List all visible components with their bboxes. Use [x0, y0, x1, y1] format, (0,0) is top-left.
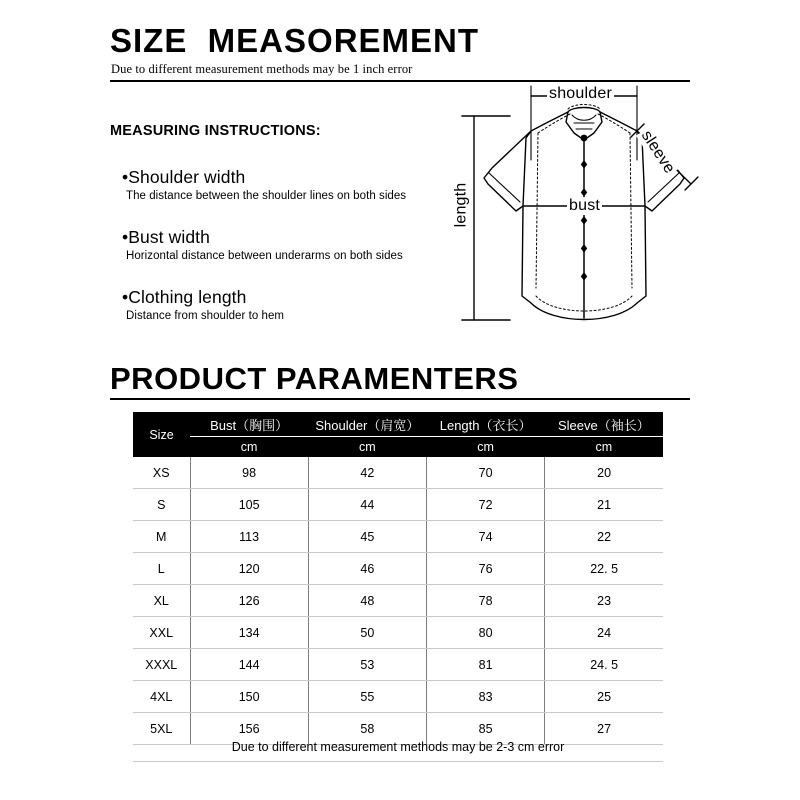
diagram-label-sleeve: sleeve: [636, 126, 679, 179]
instruction-description: Horizontal distance between underarms on both sides: [126, 250, 403, 263]
cell-sleeve: 22: [545, 521, 663, 553]
collar-right-outer: [584, 112, 602, 140]
cell-shoulder: 53: [308, 649, 426, 681]
cell-length: 76: [427, 553, 545, 585]
cell-size: XXXL: [133, 649, 190, 681]
header-shoulder: Shoulder（肩宽）: [308, 412, 426, 437]
measuring-instructions-heading: MEASURING INSTRUCTIONS:: [110, 123, 321, 139]
shirt-left-shoulder: [531, 112, 568, 131]
table-row: [133, 617, 663, 649]
size-chart-table: [133, 412, 663, 745]
diagram-label-shoulder: shoulder: [549, 85, 612, 102]
cell-sleeve: 23: [545, 585, 663, 617]
cell-shoulder: 50: [308, 617, 426, 649]
collar-inner-1: [572, 115, 596, 120]
cell-size: XL: [133, 585, 190, 617]
shirt-right-stitch: [598, 114, 630, 133]
cell-sleeve: 24: [545, 617, 663, 649]
table-header-row-metrics: [133, 412, 663, 437]
diagram-label-bust: bust: [569, 197, 601, 214]
cell-shoulder: 45: [308, 521, 426, 553]
cell-bust: 98: [190, 457, 308, 489]
cell-sleeve: 22. 5: [545, 553, 663, 585]
instruction-shoulder-width: [122, 168, 406, 202]
cell-sleeve: 25: [545, 681, 663, 713]
header-size: Size: [133, 412, 190, 457]
shirt-left-cuff: [489, 173, 520, 202]
cell-size: S: [133, 489, 190, 521]
cell-size: XXL: [133, 617, 190, 649]
cell-length: 72: [427, 489, 545, 521]
cell-size: M: [133, 521, 190, 553]
cell-size: XS: [133, 457, 190, 489]
cell-length: 74: [427, 521, 545, 553]
cell-length: 85: [427, 713, 545, 745]
instruction-title: •Bust width: [122, 227, 210, 247]
shirt-right-shoulder: [600, 112, 637, 131]
cell-length: 78: [427, 585, 545, 617]
cell-bust: 156: [190, 713, 308, 745]
cell-bust: 105: [190, 489, 308, 521]
cell-sleeve: 27: [545, 713, 663, 745]
table-row: [133, 649, 663, 681]
table-row: [133, 585, 663, 617]
product-parameters-title: PRODUCT PARAMENTERS: [110, 361, 519, 396]
unit-shoulder: cm: [308, 437, 426, 458]
size-measurement-subtitle: Due to different measurement methods may be 1 inch error: [111, 62, 413, 76]
table-row: [133, 521, 663, 553]
shirt-left-seam: [522, 131, 531, 303]
shirt-left-stitch: [538, 114, 570, 133]
cell-bust: 113: [190, 521, 308, 553]
cell-length: 80: [427, 617, 545, 649]
unit-length: cm: [427, 437, 545, 458]
table-row: [133, 457, 663, 489]
shirt-left-inner: [536, 133, 538, 288]
table-header-row-units: [133, 437, 663, 458]
cell-length: 70: [427, 457, 545, 489]
cell-bust: 134: [190, 617, 308, 649]
table-row: [133, 681, 663, 713]
cell-size: L: [133, 553, 190, 585]
unit-sleeve: cm: [545, 437, 663, 458]
product-title-divider: [110, 398, 690, 400]
table-row: [133, 553, 663, 585]
instruction-description: The distance between the shoulder lines on both sides: [126, 190, 407, 203]
sleeve-cap-bottom: [685, 177, 698, 190]
table-row: [133, 489, 663, 521]
size-measurement-title: SIZE MEASOREMENT: [110, 22, 480, 59]
cell-shoulder: 42: [308, 457, 426, 489]
instruction-bust-width: [122, 228, 403, 262]
shirt-right-inner: [630, 133, 632, 288]
cell-shoulder: 46: [308, 553, 426, 585]
table-footer-note: Due to different measurement methods may be 2-3 cm error: [133, 733, 663, 762]
cell-size: 4XL: [133, 681, 190, 713]
diagram-label-length: length: [452, 182, 470, 228]
cell-bust: 150: [190, 681, 308, 713]
cell-shoulder: 58: [308, 713, 426, 745]
cell-size: 5XL: [133, 713, 190, 745]
instruction-clothing-length: [122, 288, 284, 322]
cell-bust: 126: [190, 585, 308, 617]
cell-sleeve: 20: [545, 457, 663, 489]
cell-sleeve: 24. 5: [545, 649, 663, 681]
cell-length: 81: [427, 649, 545, 681]
cell-shoulder: 44: [308, 489, 426, 521]
cell-sleeve: 21: [545, 489, 663, 521]
instruction-title: •Clothing length: [122, 287, 247, 307]
cell-length: 83: [427, 681, 545, 713]
cell-shoulder: 55: [308, 681, 426, 713]
shirt-measurement-diagram: [448, 78, 720, 330]
collar-top: [568, 108, 600, 113]
collar-left-outer: [566, 112, 584, 140]
cell-bust: 144: [190, 649, 308, 681]
header-length: Length（衣长）: [427, 412, 545, 437]
cell-shoulder: 48: [308, 585, 426, 617]
instruction-description: Distance from shoulder to hem: [126, 310, 285, 323]
shirt-right-seam: [637, 131, 646, 303]
unit-bust: cm: [190, 437, 308, 458]
header-sleeve: Sleeve（袖长）: [545, 412, 663, 437]
header-bust: Bust（胸围）: [190, 412, 308, 437]
table-body: [133, 457, 663, 745]
cell-bust: 120: [190, 553, 308, 585]
instruction-title: •Shoulder width: [122, 167, 246, 187]
table-header: [133, 412, 663, 457]
